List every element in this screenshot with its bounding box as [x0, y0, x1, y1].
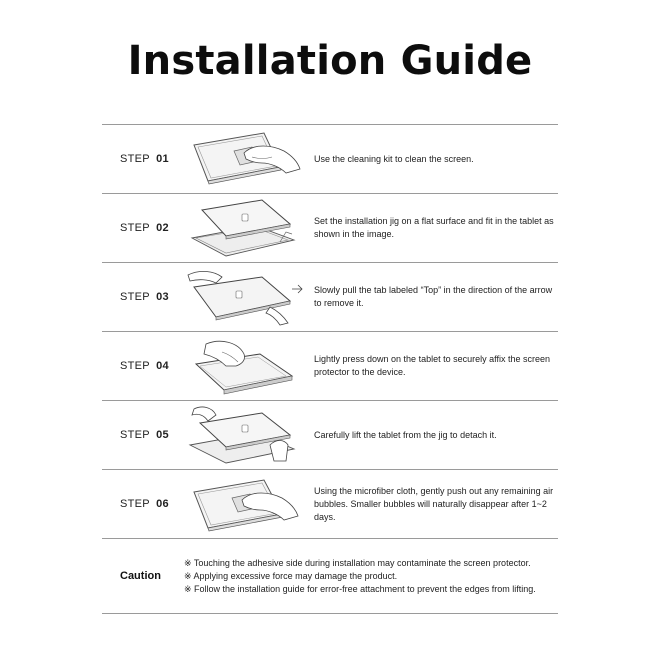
lift-tablet-illustration [186, 405, 306, 465]
step-label [102, 291, 186, 303]
pull-tab-illustration [186, 267, 306, 327]
step-description: Using the microfiber cloth, gently push out any remaining air bubbles. Smaller bubbles will naturally disappear after 1~2 days. [314, 485, 554, 522]
step-number: 02 [156, 222, 169, 234]
step-description: Slowly pull the tab labeled “Top” in the direction of the arrow to remove it. [314, 285, 553, 308]
step-number: 05 [156, 429, 169, 441]
press-down-illustration [186, 336, 306, 396]
caution-list [184, 557, 536, 596]
step-prefix: STEP [120, 429, 150, 441]
step-label [102, 153, 186, 165]
step-prefix: STEP [120, 291, 150, 303]
push-bubbles-illustration [186, 474, 306, 534]
caution-item: ※ Touching the adhesive side during installation may contaminate the screen protector. [184, 557, 531, 568]
step-prefix: STEP [120, 498, 150, 510]
step-number: 04 [156, 360, 169, 372]
step-label [102, 429, 186, 441]
caution-label: Caution [120, 570, 161, 582]
step-row-04 [102, 332, 558, 401]
step-label [102, 222, 186, 234]
step-number: 06 [156, 498, 169, 510]
step-label [102, 498, 186, 510]
step-description: Carefully lift the tablet from the jig to detach it. [314, 429, 497, 440]
caution-item: ※ Applying excessive force may damage the product. [184, 570, 398, 581]
step-prefix: STEP [120, 222, 150, 234]
step-description: Use the cleaning kit to clean the screen. [314, 153, 474, 164]
page-title: Installation Guide [127, 38, 533, 84]
step-number: 03 [156, 291, 169, 303]
cleaning-illustration [186, 129, 306, 189]
installation-steps [102, 124, 558, 614]
step-row-03 [102, 263, 558, 332]
jig-placement-illustration [186, 198, 306, 258]
step-row-06 [102, 470, 558, 539]
caution-section [102, 539, 558, 614]
step-row-02 [102, 194, 558, 263]
step-description: Set the installation jig on a flat surface and fit in the tablet as shown in the image. [314, 216, 554, 239]
step-row-01 [102, 125, 558, 194]
step-label [102, 360, 186, 372]
step-number: 01 [156, 153, 169, 165]
step-prefix: STEP [120, 153, 150, 165]
caution-item: ※ Follow the installation guide for error-free attachment to prevent the edges from lifting. [184, 583, 536, 594]
step-row-05 [102, 401, 558, 470]
step-prefix: STEP [120, 360, 150, 372]
step-description: Lightly press down on the tablet to securely affix the screen protector to the device. [314, 354, 550, 377]
